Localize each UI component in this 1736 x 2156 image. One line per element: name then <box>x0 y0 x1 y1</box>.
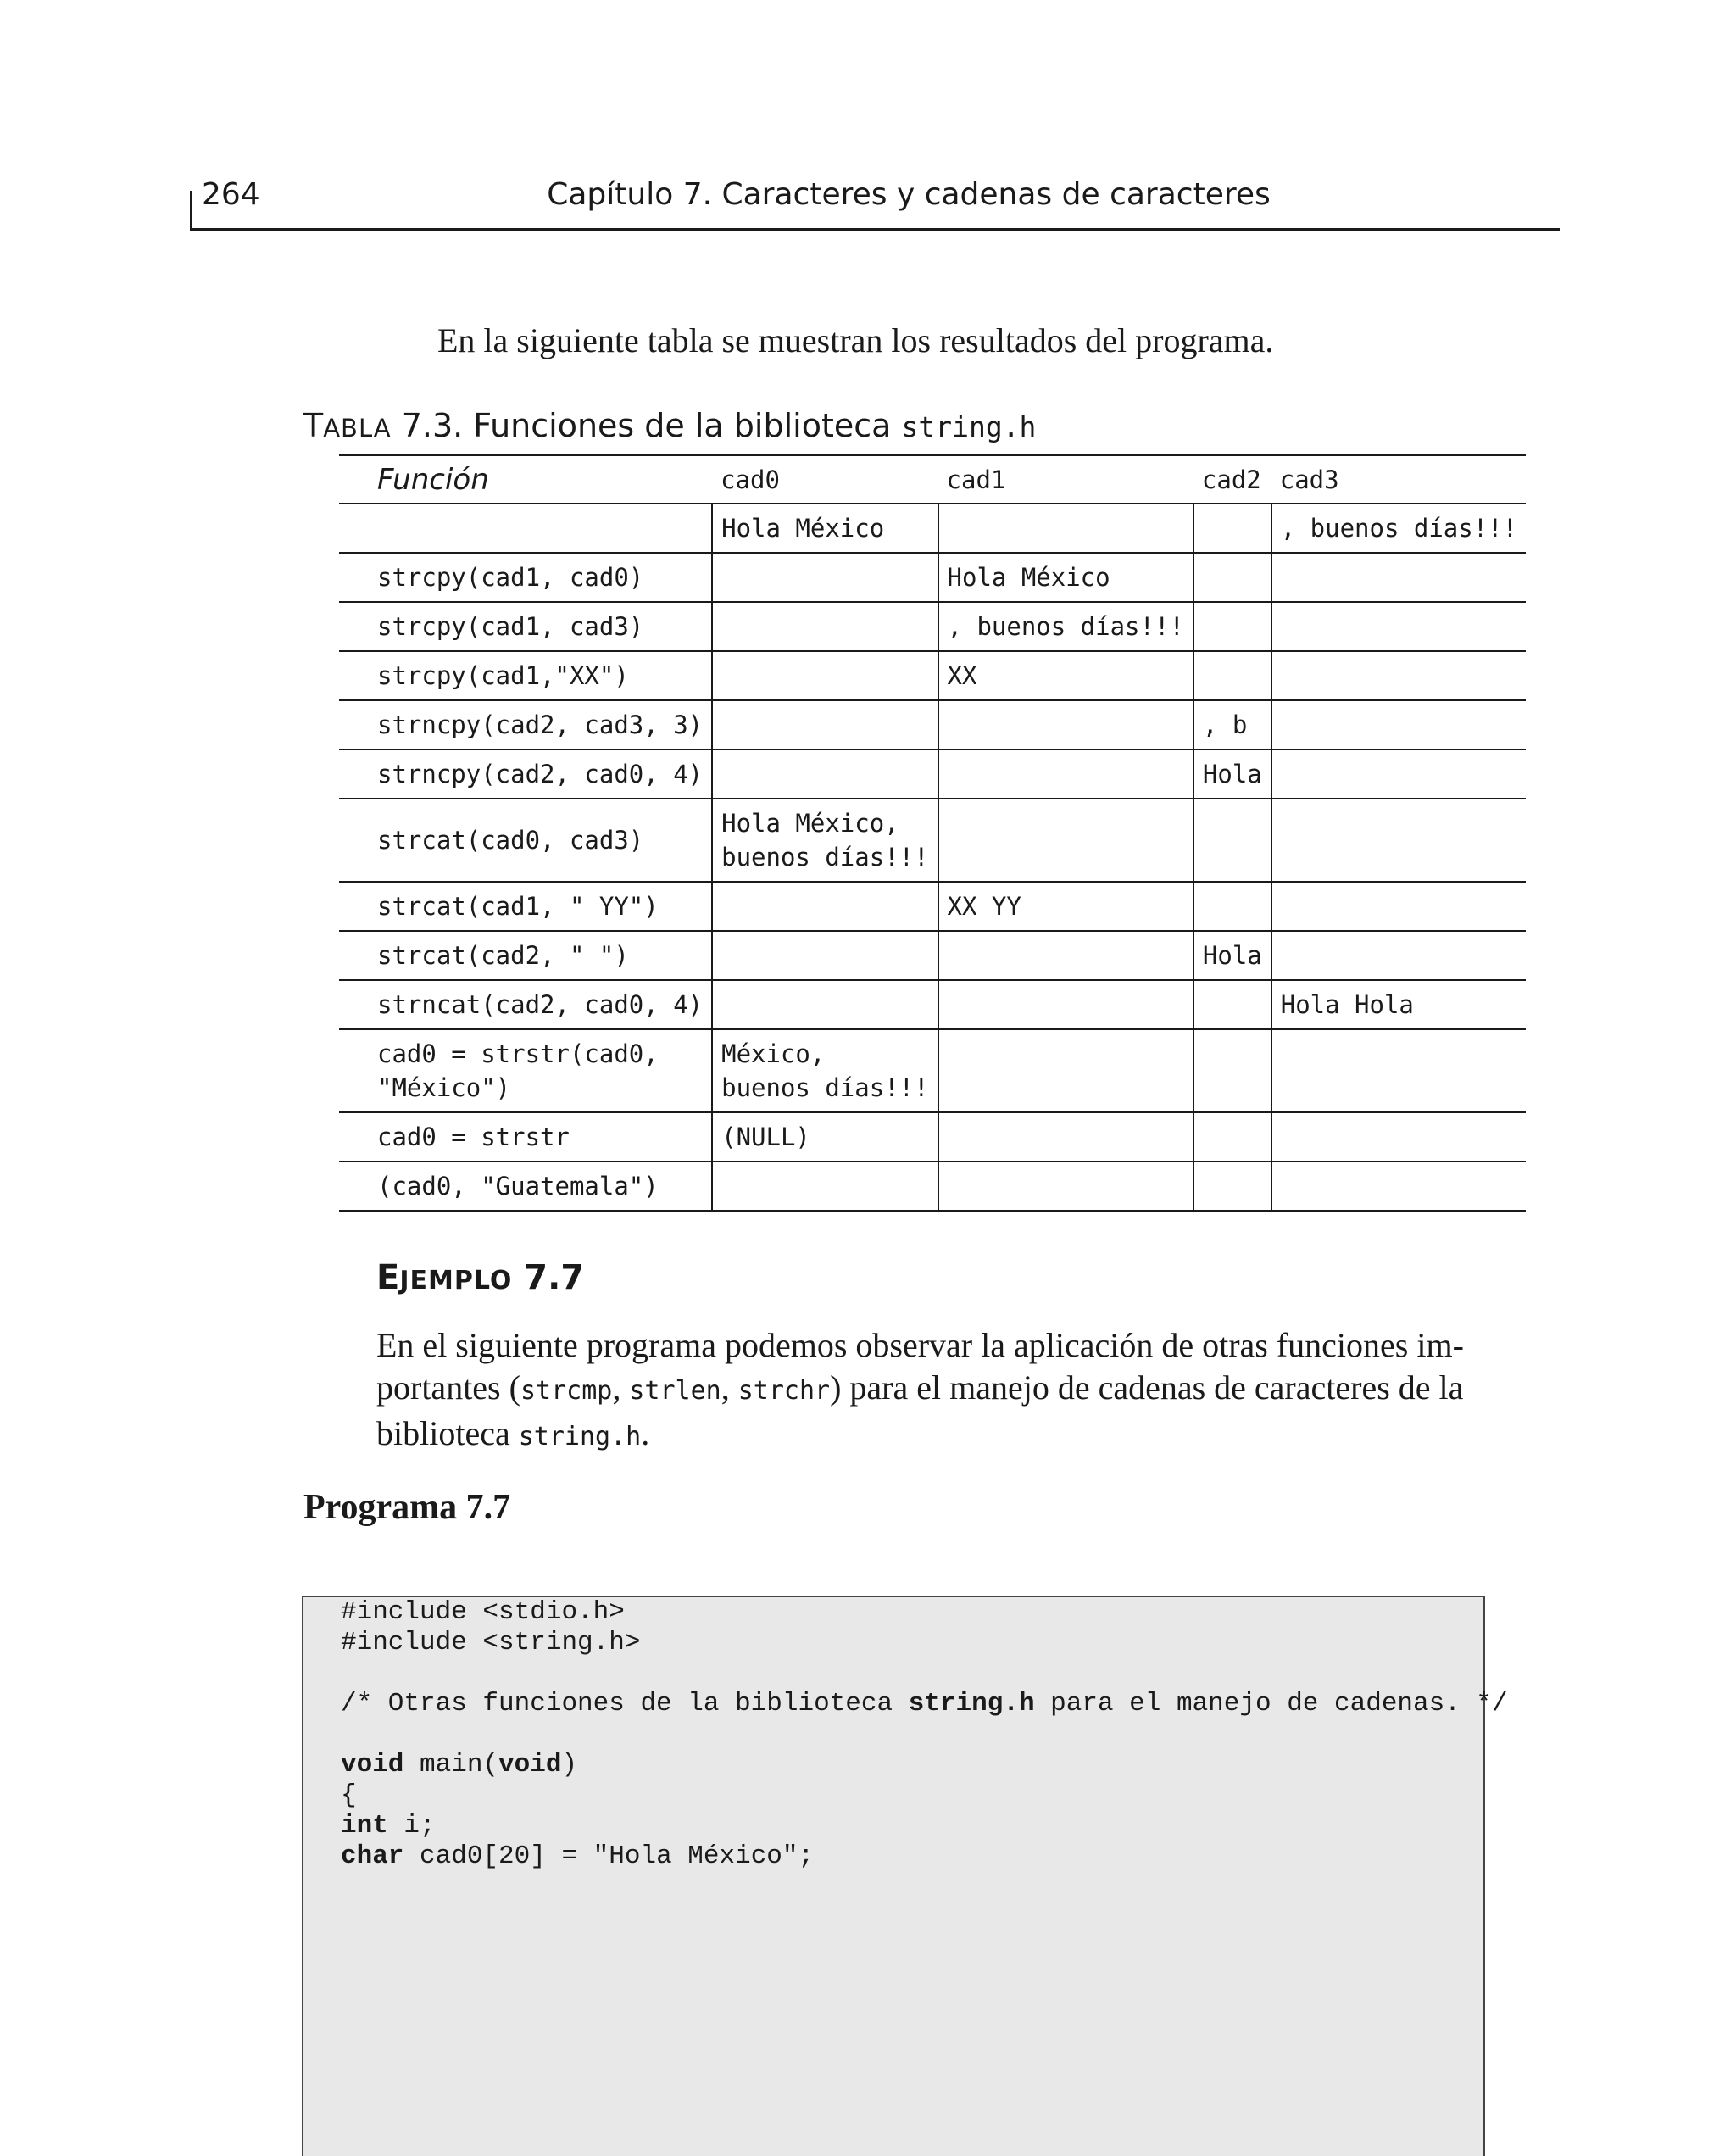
paragraph-text: . <box>641 1414 650 1452</box>
cell-text: strcpy(cad1, cad0) <box>377 563 644 592</box>
table-cell <box>1271 980 1526 1029</box>
table-cell <box>712 882 938 931</box>
code-text: ) <box>561 1750 578 1780</box>
cell-text: México, <box>721 1039 826 1068</box>
table-header-cell: cad0 <box>721 465 780 494</box>
cell-text: XX YY <box>947 892 1021 921</box>
table-cell <box>1271 700 1526 749</box>
table-row <box>339 882 1526 931</box>
code-listing <box>302 1596 1508 2156</box>
code-keyword: char <box>341 1841 404 1871</box>
table-cell <box>938 1162 1194 1212</box>
table-cell <box>938 1112 1194 1162</box>
paragraph-text: ) para el manejo de cadenas de caracteres de la biblioteca <box>376 1368 1464 1452</box>
table-cell <box>1271 602 1526 651</box>
table-header-cell: Función <box>377 462 489 497</box>
page-number: 264 <box>202 177 260 212</box>
table-cell <box>712 931 938 980</box>
table-cell <box>339 980 712 1029</box>
table-cell <box>938 700 1194 749</box>
example-title <box>376 1258 584 1297</box>
table-cell <box>1194 651 1271 700</box>
cell-text: strcpy(cad1,"XX") <box>377 661 629 690</box>
table-cell <box>1194 799 1271 882</box>
table-cell <box>1194 931 1271 980</box>
table-cell <box>339 1162 712 1212</box>
functions-table <box>339 454 1526 1212</box>
table-cell <box>1194 1029 1271 1112</box>
code-comment: /* Otras funciones de la biblioteca <box>341 1689 909 1719</box>
table-caption <box>303 407 1036 444</box>
code-line <box>341 1811 1483 1841</box>
example-number: 7.7 <box>512 1258 585 1297</box>
table-cell <box>339 749 712 799</box>
page-header <box>190 174 1560 231</box>
code-keyword: void <box>498 1750 562 1780</box>
table-cell <box>1194 602 1271 651</box>
table-cell <box>339 553 712 602</box>
table-header-cell: cad3 <box>1279 465 1339 494</box>
table-cell <box>1271 1029 1526 1112</box>
code-keyword: void <box>341 1750 404 1780</box>
table-cell <box>938 931 1194 980</box>
cell-text: Hola México <box>947 563 1110 592</box>
caption-number: 7.3. Funciones de la biblioteca <box>391 407 902 444</box>
table-cell <box>712 980 938 1029</box>
table-header-cell: cad2 <box>1201 465 1261 494</box>
table-cell <box>1271 749 1526 799</box>
table-cell <box>938 602 1194 651</box>
cell-text: , b <box>1202 710 1248 739</box>
cell-text: Hola <box>1202 760 1262 788</box>
table-cell <box>339 1029 712 1112</box>
table-cell <box>339 700 712 749</box>
table-cell <box>938 749 1194 799</box>
paragraph-text: En el siguiente programa podemos observar la aplicación de otras funciones im-portantes ( <box>376 1326 1464 1407</box>
table-cell <box>339 882 712 931</box>
code-blank-line <box>341 1658 1483 1689</box>
code-line: #include <stdio.h> <box>341 1597 625 1627</box>
cell-text: cad0 = strstr <box>377 1123 570 1151</box>
example-first-letter: E <box>376 1258 400 1297</box>
table-cell <box>1271 504 1526 553</box>
table-row <box>339 1162 1526 1212</box>
table-cell <box>712 1029 938 1112</box>
table-row <box>339 931 1526 980</box>
cell-text: Hola <box>1202 941 1262 970</box>
table-cell <box>1194 749 1271 799</box>
table-cell <box>1194 700 1271 749</box>
table-cell <box>1194 553 1271 602</box>
cell-text: (NULL) <box>721 1123 810 1151</box>
table-cell <box>712 651 938 700</box>
table-cell <box>938 504 1194 553</box>
table-cell <box>938 799 1194 882</box>
table-cell <box>712 602 938 651</box>
table-cell <box>1271 553 1526 602</box>
cell-text: (cad0, "Guatemala") <box>377 1172 659 1201</box>
table-cell <box>712 799 938 882</box>
table-row <box>339 700 1526 749</box>
cell-text: Hola México <box>721 514 885 543</box>
code-line <box>341 1841 1483 1872</box>
code-keyword: int <box>341 1811 388 1841</box>
cell-text: , buenos días!!! <box>1280 514 1518 543</box>
table-cell <box>712 553 938 602</box>
table-cell <box>1271 1162 1526 1212</box>
cell-text: buenos días!!! <box>721 843 929 872</box>
table-header-cell: cad1 <box>946 465 1006 494</box>
table-row <box>339 651 1526 700</box>
table-row <box>339 799 1526 882</box>
table-cell <box>1194 504 1271 553</box>
table-cell <box>712 1112 938 1162</box>
code-line <box>341 1750 1483 1780</box>
paragraph-text: , <box>721 1368 738 1407</box>
code-text: main( <box>403 1750 499 1780</box>
table-cell <box>1194 882 1271 931</box>
code-text: cad0[20] = "Hola México"; <box>403 1841 815 1871</box>
cell-text: "México") <box>377 1073 511 1102</box>
cell-text: buenos días!!! <box>721 1073 929 1102</box>
program-title: Programa 7.7 <box>303 1488 511 1527</box>
cell-text: strcat(cad2, " ") <box>377 941 629 970</box>
cell-text: strncpy(cad2, cad0, 4) <box>377 760 704 788</box>
caption-code: string.h <box>901 410 1037 443</box>
table-cell <box>339 602 712 651</box>
code-blank-line <box>341 1719 1483 1750</box>
code-line: { <box>341 1780 357 1810</box>
table-row <box>339 553 1526 602</box>
table-row <box>339 602 1526 651</box>
paragraph-code: string.h <box>518 1422 642 1451</box>
caption-label-first: T <box>303 407 324 444</box>
table-cell <box>938 651 1194 700</box>
code-text: i; <box>387 1811 436 1841</box>
table-cell <box>712 700 938 749</box>
table-header-row <box>339 455 1526 504</box>
paragraph-text: , <box>612 1368 630 1407</box>
table-cell <box>712 1162 938 1212</box>
table-cell <box>1271 799 1526 882</box>
table-cell <box>339 504 712 553</box>
paragraph-code: strchr <box>737 1376 831 1406</box>
cell-text: XX <box>947 661 977 690</box>
table-cell <box>1271 651 1526 700</box>
example-rest: JEMPLO <box>399 1266 513 1295</box>
paragraph-code: strcmp <box>520 1376 613 1406</box>
running-head: Capítulo 7. Caracteres y cadenas de caracteres <box>547 177 1271 212</box>
table-row <box>339 504 1526 553</box>
example-paragraph <box>376 1324 1478 1458</box>
table-cell <box>1194 980 1271 1029</box>
table-cell <box>339 651 712 700</box>
cell-text: strcpy(cad1, cad3) <box>377 612 644 641</box>
table-cell <box>339 1112 712 1162</box>
cell-text: strncat(cad2, cad0, 4) <box>377 990 704 1019</box>
code-line: #include <string.h> <box>341 1628 641 1657</box>
caption-label-rest: ABLA <box>323 414 392 443</box>
table-row <box>339 1029 1526 1112</box>
table-row <box>339 1112 1526 1162</box>
table-cell <box>712 749 938 799</box>
cell-text: strcat(cad1, " YY") <box>377 892 659 921</box>
table-cell <box>938 553 1194 602</box>
table-cell <box>1271 1112 1526 1162</box>
paragraph-code: strlen <box>629 1376 721 1406</box>
code-line <box>341 1689 1508 1719</box>
cell-text: , buenos días!!! <box>947 612 1184 641</box>
table-row <box>339 749 1526 799</box>
table-cell <box>938 1029 1194 1112</box>
table-cell <box>1271 931 1526 980</box>
cell-text: cad0 = strstr(cad0, <box>377 1039 659 1068</box>
table-cell <box>938 882 1194 931</box>
table-cell <box>1194 1112 1271 1162</box>
intro-text: En la siguiente tabla se muestran los resultados del programa. <box>437 321 1274 359</box>
table-cell <box>712 504 938 553</box>
table-cell <box>1271 882 1526 931</box>
cell-text: strcat(cad0, cad3) <box>377 826 644 855</box>
table-cell <box>339 799 712 882</box>
code-comment-bold: string.h <box>908 1689 1035 1719</box>
table-cell <box>938 980 1194 1029</box>
cell-text: Hola México, <box>721 809 899 838</box>
table-row <box>339 980 1526 1029</box>
cell-text: Hola Hola <box>1280 990 1414 1019</box>
code-comment: para el manejo de cadenas. */ <box>1034 1689 1508 1719</box>
table-cell <box>1194 1162 1271 1212</box>
cell-text: strncpy(cad2, cad3, 3) <box>377 710 704 739</box>
table-cell <box>339 931 712 980</box>
